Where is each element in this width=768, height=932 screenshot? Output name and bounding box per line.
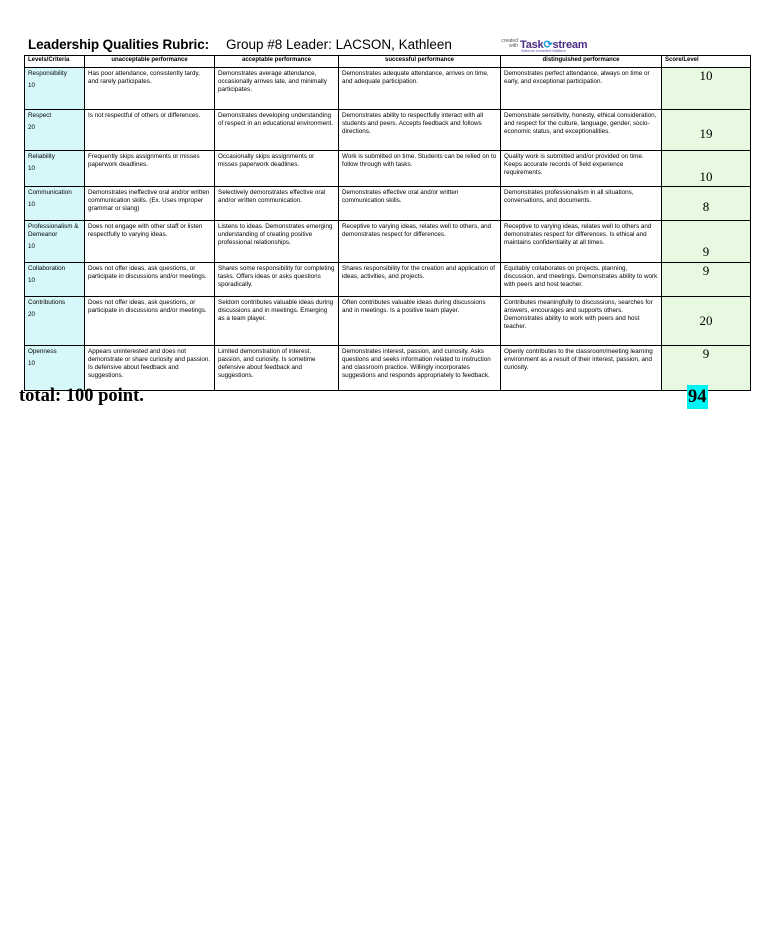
distinguished-cell: Equitably collaborates on projects, planning, discussion, and meetings. Demonstrates ability to work with peers and host teacher. <box>501 263 662 297</box>
col-acceptable: acceptable performance <box>215 56 339 68</box>
rubric-table <box>24 55 751 391</box>
acceptable-cell: Selectively demonstrates effective oral and/or written communication. <box>215 187 339 221</box>
successful-cell: Often contributes valuable ideas during discussions and in meetings. Is a positive team player. <box>339 297 501 346</box>
unacceptable-cell: Does not offer ideas, ask questions, or participate in discussions and/or meetings. <box>85 297 215 346</box>
successful-cell: Demonstrates adequate attendance, arrives on time, and adequate participation. <box>339 68 501 110</box>
distinguished-cell: Demonstrates perfect attendance, always on time or early, and exceptional participation. <box>501 68 662 110</box>
score-cell <box>662 151 751 187</box>
criterion-cell <box>25 263 85 297</box>
criterion-name: Communication <box>28 189 72 196</box>
criterion-points: 10 <box>28 82 36 89</box>
logo-with-text: with <box>509 43 518 49</box>
successful-cell: Work is submitted on time. Students can be relied on to follow through with tasks. <box>339 151 501 187</box>
acceptable-cell: Listens to ideas. Demonstrates emerging understanding of creating positive professional relationships. <box>215 221 339 263</box>
table-row <box>25 221 751 263</box>
criterion-points: 10 <box>28 201 36 208</box>
score-value: 10 <box>699 169 713 184</box>
table-header-row <box>25 56 751 68</box>
criterion-name: Professionalism & Demeanor <box>28 223 79 238</box>
logo-created-text: created <box>501 38 518 44</box>
rubric-header <box>28 37 750 55</box>
col-unacceptable: unacceptable performance <box>85 56 215 68</box>
acceptable-cell: Seldom contributes valuable ideas during discussions and in meetings. Emerging as a team player. <box>215 297 339 346</box>
criterion-points: 20 <box>28 124 36 131</box>
taskstream-logo <box>494 35 587 53</box>
criterion-name: Openness <box>28 348 57 355</box>
score-cell <box>662 263 751 297</box>
successful-cell: Receptive to varying ideas, relates well to others, and demonstrates respect for differences. <box>339 221 501 263</box>
criterion-name: Respect <box>28 112 52 119</box>
score-cell <box>662 221 751 263</box>
score-cell <box>662 187 751 221</box>
unacceptable-cell: Has poor attendance, consistently tardy, and rarely participates. <box>85 68 215 110</box>
unacceptable-cell: Appears uninterested and does not demonstrate or share curiosity and passion. Is defensive about feedback and suggestions. <box>85 346 215 391</box>
unacceptable-cell: Does not offer ideas, ask questions, or participate in discussions and/or meetings. <box>85 263 215 297</box>
unacceptable-cell: Is not respectful of others or differences. <box>85 110 215 151</box>
total-score: 94 <box>688 387 707 407</box>
table-row <box>25 187 751 221</box>
logo-brand-task: Task <box>520 38 544 51</box>
criterion-cell <box>25 68 85 110</box>
rubric-title: Leadership Qualities Rubric: <box>28 37 209 52</box>
table-row <box>25 263 751 297</box>
score-value: 9 <box>702 263 710 278</box>
criterion-cell <box>25 221 85 263</box>
criterion-name: Reliability <box>28 153 55 160</box>
col-score: Score/Level <box>662 56 751 68</box>
criterion-points: 20 <box>28 311 36 318</box>
unacceptable-cell: Frequently skips assignments or misses paperwork deadlines. <box>85 151 215 187</box>
distinguished-cell: Demonstrates professionalism in all situations, conversations, and documents. <box>501 187 662 221</box>
criterion-cell <box>25 297 85 346</box>
criterion-cell <box>25 110 85 151</box>
score-value: 9 <box>702 244 710 259</box>
col-successful: successful performance <box>339 56 501 68</box>
score-value: 19 <box>699 126 713 141</box>
score-cell <box>662 297 751 346</box>
distinguished-cell: Receptive to varying ideas, relates well to others and demonstrates respect for differences. Is ethical and maintains confidentiality at all times. <box>501 221 662 263</box>
table-row <box>25 110 751 151</box>
acceptable-cell: Occasionally skips assignments or misses paperwork deadlines. <box>215 151 339 187</box>
score-value: 20 <box>699 313 713 328</box>
table-row <box>25 68 751 110</box>
criterion-points: 10 <box>28 243 36 250</box>
criterion-points: 10 <box>28 277 36 284</box>
criterion-cell <box>25 151 85 187</box>
score-value: 9 <box>702 346 710 361</box>
distinguished-cell: Demonstrate sensitivity, honesty, ethical consideration, and respect for the culture, language, gender, socio-economic status, and exceptionalities. <box>501 110 662 151</box>
logo-created-with <box>494 39 518 49</box>
acceptable-cell: Limited demonstration of interest, passion, and curiosity. Is sometime defensive about feedback and suggestions. <box>215 346 339 391</box>
col-distinguished: distinguished performance <box>501 56 662 68</box>
score-cell <box>662 110 751 151</box>
distinguished-cell: Openly contributes to the classroom/meeting learning environment as a result of their interest, passion, and curiosity. <box>501 346 662 391</box>
criterion-points: 10 <box>28 165 36 172</box>
group-leader: Group #8 Leader: LACSON, Kathleen <box>226 37 452 52</box>
criterion-points: 10 <box>28 360 36 367</box>
score-cell <box>662 68 751 110</box>
successful-cell: Demonstrates effective oral and/or written communication skills. <box>339 187 501 221</box>
table-row <box>25 151 751 187</box>
criterion-name: Contributions <box>28 299 66 306</box>
table-row <box>25 346 751 391</box>
criterion-cell <box>25 187 85 221</box>
logo-swoosh-icon: ⟳ <box>543 38 553 51</box>
criterion-cell <box>25 346 85 391</box>
criterion-name: Responsibility <box>28 70 67 77</box>
unacceptable-cell: Demonstrates ineffective oral and/or written communication skills. (Ex. Uses improper grammar or slang) <box>85 187 215 221</box>
logo-brand-stream: stream <box>552 38 588 51</box>
successful-cell: Demonstrates ability to respectfully interact with all students and peers. Accepts feedback and follows directions. <box>339 110 501 151</box>
score-value: 10 <box>699 68 713 83</box>
successful-cell: Shares responsibility for the creation and application of ideas, activities, and projects. <box>339 263 501 297</box>
unacceptable-cell: Does not engage with other staff or listen respectfully to varying ideas. <box>85 221 215 263</box>
criterion-name: Collaboration <box>28 265 66 272</box>
acceptable-cell: Demonstrates developing understanding of respect in an educational environment. <box>215 110 339 151</box>
distinguished-cell: Contributes meaningfully to discussions, searches for answers, encourages and supports others. Demonstrates ability to work with peers and host teacher. <box>501 297 662 346</box>
total-label: total: 100 point. <box>19 386 144 406</box>
successful-cell: Demonstrates interest, passion, and curiosity. Asks questions and seeks information related to instruction and classroom practice. Willingly incorporates suggestions and responds appropriately to feedback. <box>339 346 501 391</box>
acceptable-cell: Shares some responsibility for completing tasks. Offers ideas or asks questions sporadically. <box>215 263 339 297</box>
table-row <box>25 297 751 346</box>
acceptable-cell: Demonstrates average attendance, occasionally arrives late, and minimally participates. <box>215 68 339 110</box>
distinguished-cell: Quality work is submitted and/or provided on time. Keeps accurate records of field experience requirements. <box>501 151 662 187</box>
score-cell <box>662 346 751 391</box>
logo-subtext: Attends Unveiled Matters <box>521 48 566 53</box>
col-criteria: Levels/Criteria <box>25 56 85 68</box>
score-value: 8 <box>702 198 710 214</box>
